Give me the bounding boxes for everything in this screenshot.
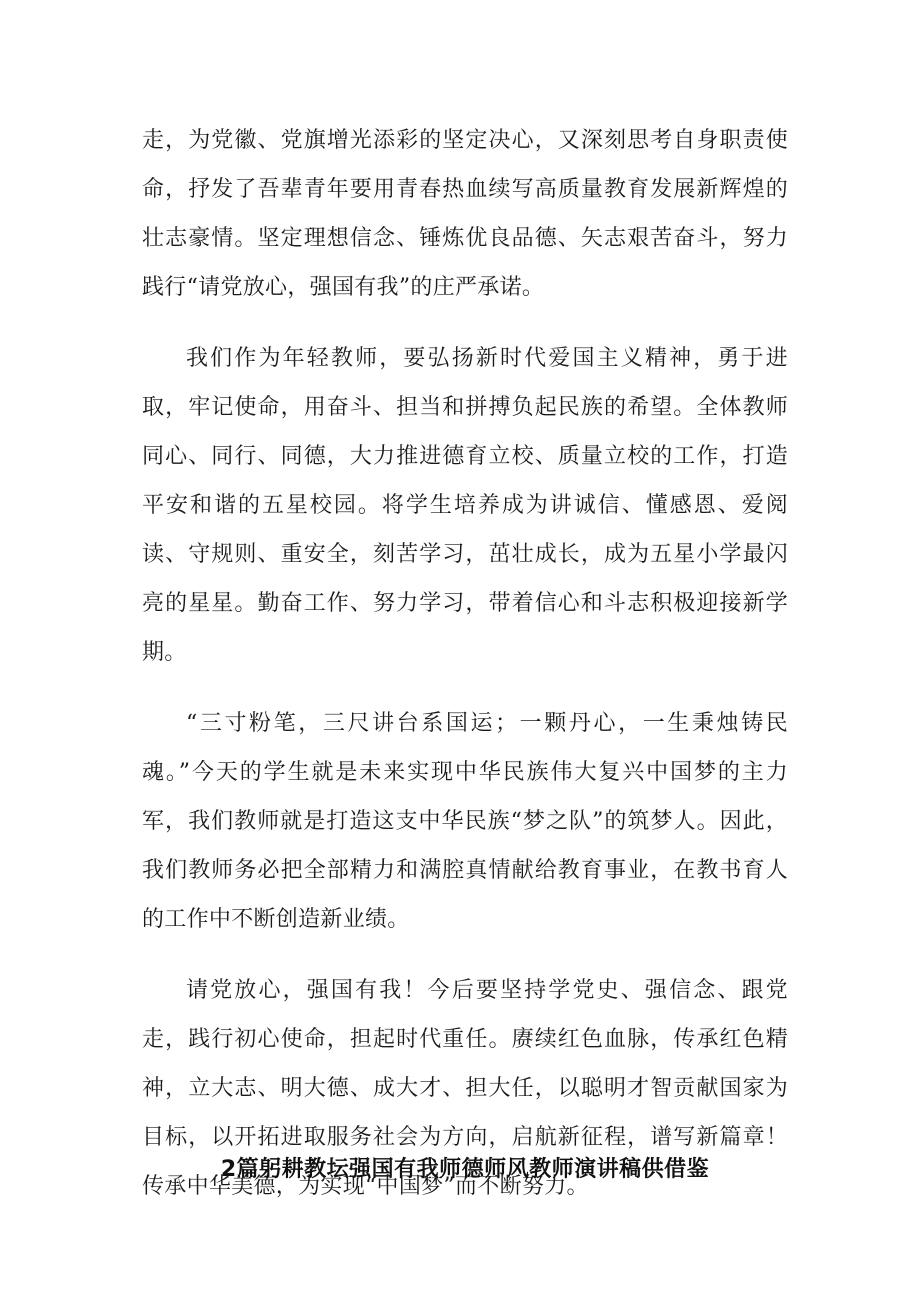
section-heading: 2篇躬耕教坛强国有我师德师风教师演讲稿供借鉴 <box>220 1157 710 1182</box>
paragraph-young-teachers: 我们作为年轻教师，要弘扬新时代爱国主义精神，勇于进取，牢记使命，用奋斗、担当和拼搏负起民族的希望。全体教师同心、同行、同德，大力推进德育立校、质量立校的工作，打造平安和谐的五星校园。将学生培养成为讲诚信、懂感恩、爱阅读、守规则、重安全，刻苦学习，茁壮成长，成为五星小学最闪亮的星星。勤奋工作、努力学习，带着信心和斗志积极迎接新学期。 <box>142 346 788 665</box>
paragraph-chalk-quote: “三寸粉笔，三尺讲台系国运；一颗丹心，一生秉烛铸民魂。”今天的学生就是未来实现中华民族伟大复兴中国梦的主力军，我们教师就是打造这支中华民族“梦之队”的筑梦人。因此，我们教师务必把全部精力和满腔真情献给教育事业，在教书育人的工作中不断创造新业绩。 <box>142 711 788 932</box>
paragraph-continuation: 走，为党徽、党旗增光添彩的坚定决心，又深刻思考自身职责使命，抒发了吾辈青年要用青春热血续写高质量教育发展新辉煌的壮志豪情。坚定理想信念、锤炼优良品德、矢志艰苦奋斗，努力践行“请党放心，强国有我”的庄严承诺。 <box>142 128 788 300</box>
document-body <box>142 116 788 1233</box>
paragraph-party-pledge: 请党放心，强国有我！今后要坚持学党史、强信念、跟党走，践行初心使命，担起时代重任。赓续红色血脉，传承红色精神，立大志、明大德、成大才、担大任，以聪明才智贡献国家为目标，以开拓进取服务社会为方向，启航新征程，谱写新篇章！传承中华美德，为实现“中国梦”而不断努力。 <box>142 978 788 1199</box>
